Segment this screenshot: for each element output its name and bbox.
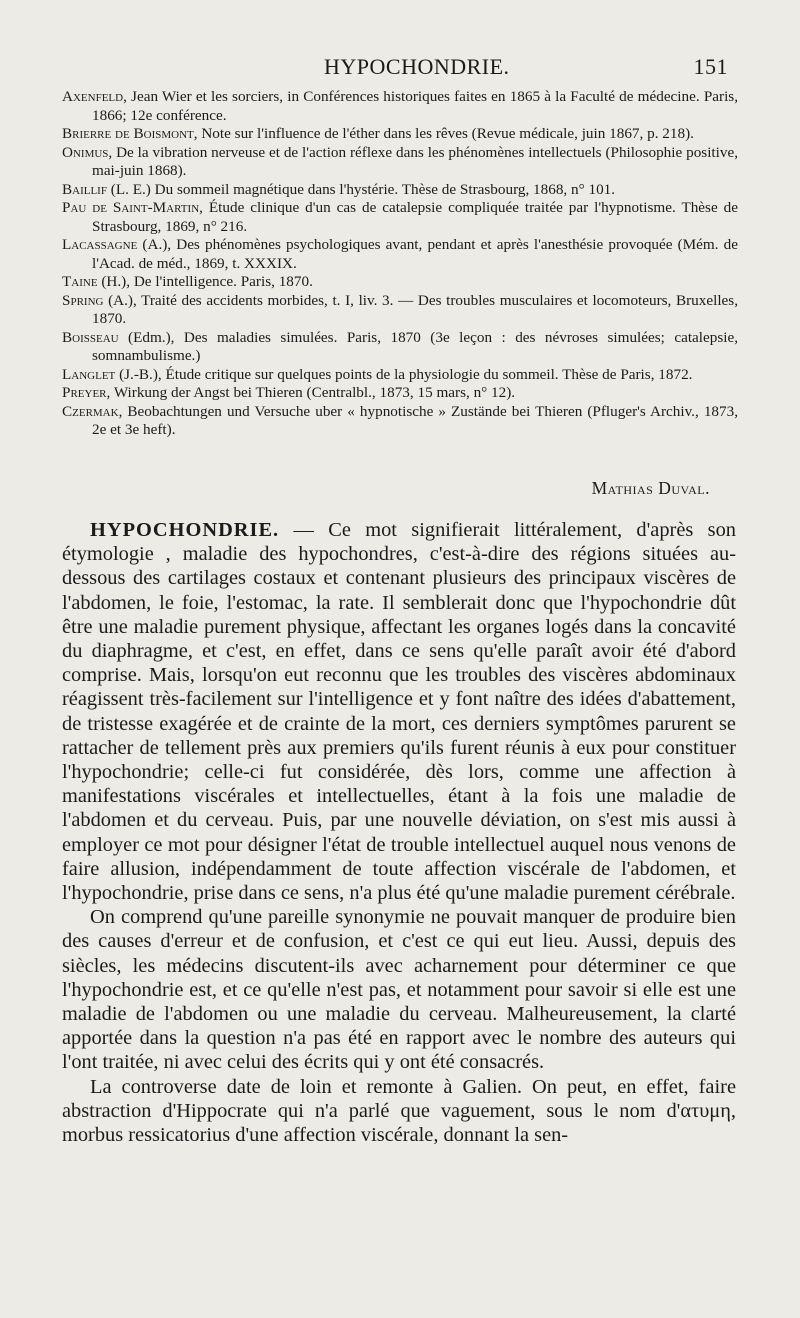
reference-text: Étude clinique d'un cas de catalepsie compliquée traitée par l'hypnotisme. Thèse de Strasbourg, 1869, n° 216. (92, 199, 738, 235)
reference-author: Taine (62, 273, 98, 290)
reference-entry (62, 403, 738, 440)
paragraph (62, 518, 736, 905)
reference-text: Note sur l'influence de l'éther dans les rêves (Revue médicale, juin 1867, p. 218). (197, 125, 694, 142)
reference-text: Jean Wier et les sorciers, in Conférences historiques faites en 1865 à la Faculté de médecine. Paris, 1866; 12e conférence. (92, 88, 738, 124)
reference-entry (62, 329, 738, 366)
reference-entry (62, 366, 738, 385)
reference-author: Brierre de Boismont, (62, 125, 198, 142)
reference-text: (Edm.), Des maladies simulées. Paris, 1870 (3e leçon : des névroses simulées; catalepsie, somnambulisme.) (92, 328, 738, 364)
reference-entry (62, 181, 738, 200)
entry-keyword: HYPOCHONDRIE. (90, 519, 280, 541)
reference-author: Lacassagne (62, 236, 138, 253)
reference-entry (62, 273, 738, 292)
paragraph: On comprend qu'une pareille synonymie ne pouvait manquer de produire bien des causes d'erreur et de confusion, et c'est ce qui eut lieu. Aussi, depuis des siècles, les médecins discutent-ils avec acharnement pour déterminer ce que l'hypochondrie est, et ce qu'elle n'est pas, et notamment pour savoir si elle est une maladie de l'abdomen ou une maladie du cerveau. Malheureusement, la clarté apportée dans la question n'a pas été en rapport avec le nombre des auteurs qui l'ont traitée, ni avec celui des écrits qui y ont été consacrés. (62, 906, 736, 1074)
reference-text: (H.), De l'intelligence. Paris, 1870. (97, 273, 313, 290)
paragraph: La controverse date de loin et remonte à Galien. On peut, en effet, faire abstraction d'Hippocrate qui n'a parlé que vaguement, sous le nom d'ατυμη, morbus ressicatorius d'une affection viscérale, donnant la sen- (62, 1075, 736, 1147)
reference-text: (A.), Des phénomènes psychologiques avant, pendant et après l'anesthésie provoquée (Mém. de l'Acad. de méd., 1869, t. XXXIX. (92, 236, 738, 272)
page-number: 151 (693, 54, 728, 79)
reference-author: Pau de Saint-Martin, (62, 199, 203, 216)
reference-author: Langlet (62, 365, 116, 383)
reference-entry (62, 384, 738, 403)
reference-text: Wirkung der Angst bei Thieren (Centralbl., 1873, 15 mars, n° 12). (110, 384, 516, 401)
reference-author: Boisseau (62, 328, 119, 346)
reference-text: Beobachtungen und Versuche uber « hypnotische » Zustände bei Thieren (Pfluger's Archiv., 1873, 2e et 3e heft). (92, 402, 738, 438)
reference-entry (62, 144, 738, 181)
reference-entry (62, 199, 738, 236)
header-title: HYPOCHONDRIE. (324, 54, 510, 79)
reference-entry (62, 236, 738, 273)
running-header (62, 48, 732, 82)
reference-text: (A.), Traité des accidents morbides, t. I, liv. 3. — Des troubles musculaires et locomoteurs, Bruxelles, 1870. (92, 291, 738, 327)
reference-author: Onimus, (62, 143, 113, 161)
reference-text: (L. E.) Du sommeil magnétique dans l'hystérie. Thèse de Strasbourg, 1868, n° 101. (106, 180, 616, 198)
reference-entry (62, 125, 738, 144)
author-signature: Mathias Duval. (591, 478, 710, 498)
reference-author: Baillif (62, 180, 107, 198)
bibliography (62, 88, 738, 440)
reference-entry (62, 88, 738, 125)
reference-text: (J.-B.), Étude critique sur quelques points de la physiologie du sommeil. Thèse de Paris, 1872. (115, 365, 693, 383)
article-body (62, 518, 736, 1147)
reference-author: Axenfeld, (62, 88, 127, 105)
reference-author: Czermak, (62, 402, 123, 420)
paragraph-text: — Ce mot signifierait littéralement, d'après son étymologie , maladie des hypochondres, c'est-à-dire des régions situées au-dessous des cartilages costaux et contenant plusieurs des principaux viscères de l'abdomen, le foie, l'estomac, la rate. Il semblerait donc que l'hypochondrie dût être une maladie purement physique, affectant les organes logés dans la concavité du diaphragme, et c'est, en effet, dans ce sens qu'elle paraît avoir été d'abord comprise. Mais, lorsqu'on eut reconnu que les troubles des viscères abdominaux réagissent très-facilement sur l'intelligence et y font naître des idées d'abattement, de tristesse exagérée et de crainte de la mort, ces derniers symptômes parurent se rattacher de tellement près aux premiers qu'ils furent réunis à eux pour constituer l'hypochondrie; celle-ci fut considérée, dès lors, comme une affection à manifestations viscérales et intellectuelles, étant à la fois une maladie de l'abdomen et du cerveau. Puis, par une nouvelle déviation, on s'est mis aussi à employer ce mot pour désigner l'état de trouble intellectuel auquel nous venons de faire allusion, indépendamment de toute affection viscérale de l'abdomen, et l'hypochondrie, prise dans ce sens, n'a plus été qu'une maladie purement cérébrale. (62, 519, 736, 905)
reference-text: De la vibration nerveuse et de l'action réflexe dans les phénomènes intellectuels (Philosophie positive, mai-juin 1868). (92, 143, 738, 179)
reference-author: Spring (62, 291, 104, 309)
reference-author: Preyer, (62, 384, 111, 401)
reference-entry (62, 292, 738, 329)
